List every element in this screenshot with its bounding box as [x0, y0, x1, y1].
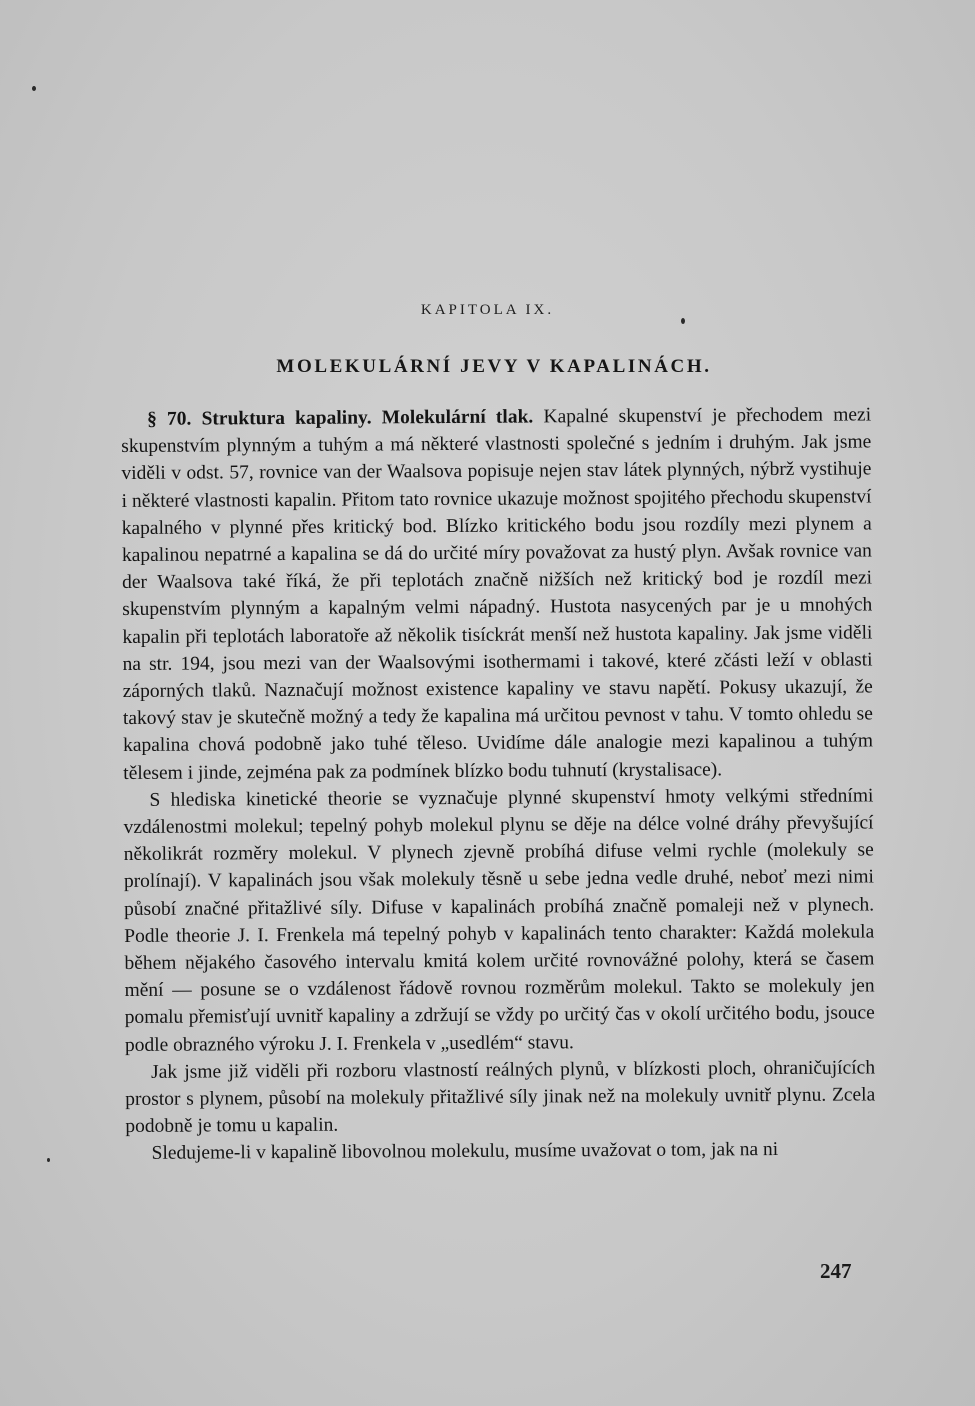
page-number: 247	[820, 1259, 852, 1283]
print-speck	[47, 1158, 50, 1162]
chapter-title: MOLEKULÁRNÍ JEVY V KAPALINÁCH.	[276, 356, 712, 377]
paragraph: S hlediska kinetické theorie se vyznačuje plynné skupenství hmoty velkými středními vzdálenostmi molekul; tepelný pohyb molekul plynu se děje na délce volné dráhy převyšující několikrát rozměry molekul. V plynech zjevně probíhá difuse velmi rychle (molekuly se prolínají). V kapalinách jsou však molekuly těsně u sebe jedna vedle druhé, neboť mezi nimi působí značné přitažlivé síly. Difuse v kapalinách probíhá značně pomaleji než v plynech. Podle theorie J. I. Frenkela má tepelný pohyb v kapalinách tento charakter: Každá molekula během nějakého časového intervalu kmitá kolem určité rovnovážné polohy, která se časem mění — posune se o vzdálenost řádově rovnou rozměrům molekul. Takto se molekuly jen pomalu přemisťují uvnitř kapaliny a zdržují se vždy po určitý čas v okolí určitého bodu, jsouce podle obrazného výroku J. I. Frenkela v „usedlém“ stavu.	[123, 785, 875, 1056]
paragraph: Jak jsme již viděli při rozboru vlastností reálných plynů, v blízkosti ploch, ohraničujících prostor s plynem, působí na molekuly přitažlivé síly jinak než na molekuly uvnitř plynu. Zcela podobně je tomu u kapalin.	[125, 1057, 876, 1138]
paragraph: Sledujeme-li v kapalině libovolnou molekulu, musíme uvažovat o tom, jak na ni	[151, 1139, 779, 1165]
print-speck	[32, 86, 36, 91]
section-number: § 70.	[147, 408, 192, 430]
body-text	[121, 401, 876, 1167]
section-title: Struktura kapaliny. Molekulární tlak.	[201, 406, 534, 430]
paragraph-text: Kapalné skupenství je přechodem mezi skupenstvím plynným a tuhým a má některé vlastnosti společné s jedním i druhým. Jak jsme viděli v odst. 57, rovnice van der Waalsova popisuje nejen stav látek plynných, nýbrž vystihuje i některé vlastnosti kapalin. Přitom tato rovnice ukazuje možnost spojitého přechodu skupenství kapalného v plynné přes kritický bod. Blízko kritického bodu jsou rozdíly mezi plynem a kapalinou nepatrné a kapalina se dá do určité míry považovat za hustý plyn. Avšak rovnice van der Waalsova také říká, že při teplotách značně nižších než kritický bod je rozdíl mezi skupenstvím plynným a kapalným velmi nápadný. Hustota nasycených par je u mnohých kapalin při teplotách laboratoře až několik tisíckrát menší než hustota kapaliny. Jak jsme viděli na str. 194, jsou mezi van der Waalsovými isothermami i takové, které zčásti leží v oblasti záporných tlaků. Naznačují možnost existence kapaliny ve stavu napětí. Pokusy ukazují, že takový stav je skutečně možný a tedy že kapalina má určitou pevnost v tahu. V tomto ohledu se kapalina chová podobně jako tuhé těleso. Uvidíme dále analogie mezi kapalinou a tuhým tělesem i jinde, zejména pak za podmínek blízko bodu tuhnutí (krystalisace).	[121, 404, 874, 784]
paragraph	[121, 401, 873, 786]
chapter-label: KAPITOLA IX.	[420, 302, 555, 318]
